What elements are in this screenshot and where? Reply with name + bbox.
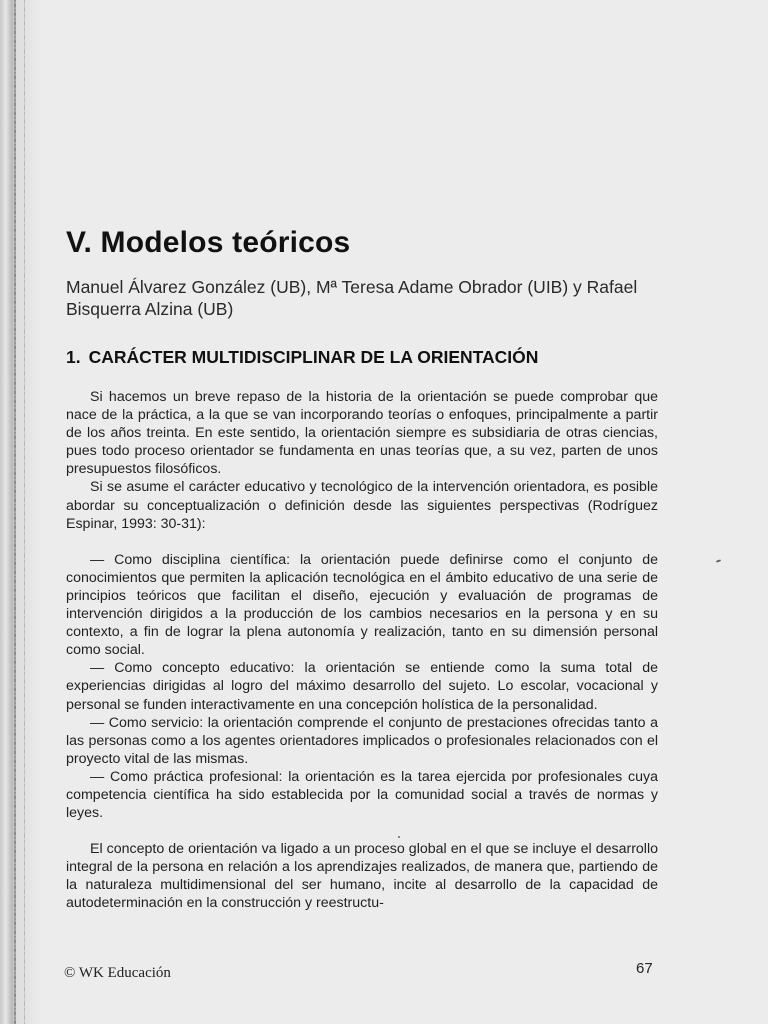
binding-edge xyxy=(14,0,16,1024)
section-number: 1. xyxy=(66,347,81,367)
footer-publisher: © WK Educación xyxy=(64,965,171,981)
paragraph: El concepto de orientación va ligado a un proceso global en el que se incluye el desarrollo integral de la persona en relación a los aprendizajes realizados, de manera que, partiendo de la naturaleza multidimensional del ser humano, incite al desarrollo de la capacidad de autodeterminación en la construcción y reestructu- xyxy=(66,841,658,912)
list-item: — Como servicio: la orientación comprende el conjunto de prestaciones ofrecidas tanto a las personas como a los agentes orientadores implicados o profesionales relacionados con el proyecto vital de las mismas. xyxy=(66,714,658,767)
list-item: — Como práctica profesional: la orientación es la tarea ejercida por profesionales cuya competencia científica ha sido establecida por la comunidad social a través de normas y leyes. xyxy=(66,768,658,822)
chapter-authors: Manuel Álvarez González (UB), Mª Teresa Adame Obrador (UIB) y Rafael Bisquerra Alzina (UB) xyxy=(66,277,638,319)
binding-edge-inner xyxy=(24,0,25,1024)
list-item: — Como disciplina científica: la orientación puede definirse como el conjunto de conocimientos que permiten la aplicación tecnológica en el ámbito educativo de una serie de principios teóricos que facilitan el diseño, ejecución y evaluación de programas de intervención dirigidos a la producción de los cambios necesarios en la persona y en su contexto, a fin de lograr la plena autonomía y realización, tanto en su dimensión personal como social. xyxy=(66,551,658,659)
section-heading xyxy=(66,347,538,368)
paragraph: Si se asume el carácter educativo y tecnológico de la intervención orientadora, es posible abordar su conceptualización o definición desde las siguientes perspectivas (Rodríguez Espinar, 1993: 30-31): xyxy=(66,479,658,532)
page-number: 67 xyxy=(636,960,653,977)
body-text xyxy=(66,388,658,913)
scan-speck xyxy=(716,559,721,563)
paragraph: Si hacemos un breve repaso de la historia de la orientación se puede comprobar que nace de la práctica, a la que se van incorporando teorías o enfoques, principalmente a partir de los años treinta. En este sentido, la orientación siempre es subsidiaria de otras ciencias, pues todo proceso orientador se fundamenta en unas teorías que, a su vez, parten de unos presupuestos filosóficos. xyxy=(66,389,658,478)
chapter-title: V. Modelos teóricos xyxy=(66,226,351,259)
page-binding-shadow xyxy=(0,0,40,1024)
section-title: CARÁCTER MULTIDISCIPLINAR DE LA ORIENTACIÓN xyxy=(88,347,539,367)
scan-speck xyxy=(398,836,400,838)
list-item: — Como concepto educativo: la orientación se entiende como la suma total de experiencias dirigidas al logro del máximo desarrollo del sujeto. Lo escolar, vocacional y personal se funden interactivamente en una concepción holística de la personalidad. xyxy=(66,660,658,713)
